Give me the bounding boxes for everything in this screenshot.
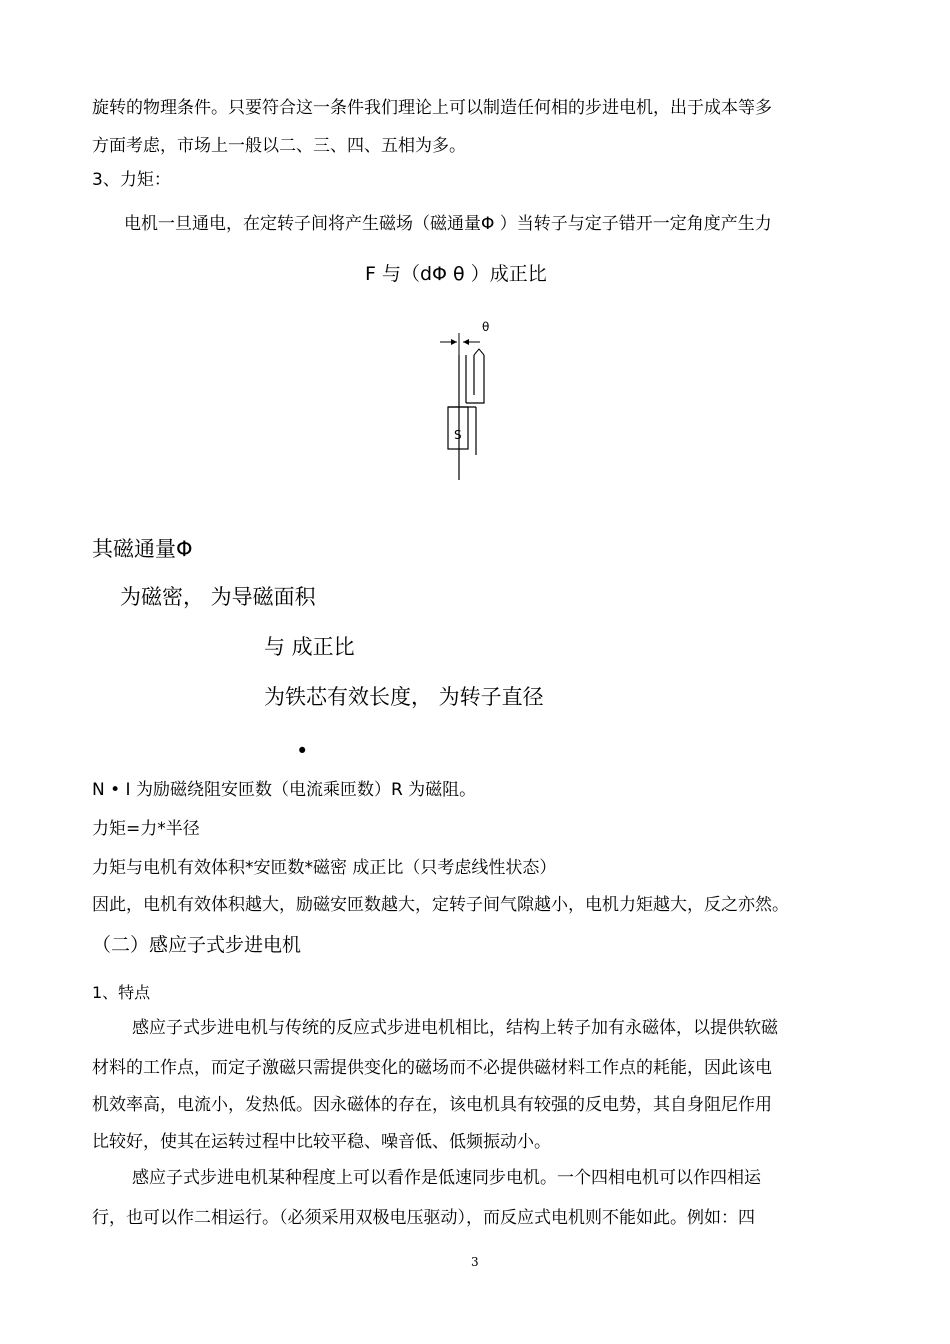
note-ni: N • I 为励磁绕阻安匝数（电流乘匝数）R 为磁阻。 (92, 780, 477, 800)
note-conclusion: 因此，电机有效体积越大，励磁安匝数越大，定转子间气隙越小，电机力矩越大，反之亦然。 (92, 895, 789, 915)
note-torque-prop: 力矩与电机有效体积*安匝数*磁密 成正比（只考虑线性状态） (92, 858, 557, 878)
torque-formula: F 与（dΦ θ ）成正比 (365, 263, 547, 285)
flux-prop-line: 与 成正比 (264, 635, 355, 659)
s-label: S (454, 428, 462, 442)
flux-length-line: 为铁芯有效长度， 为转子直径 (264, 685, 544, 709)
induction-p2-l2: 行，也可以作二相运行。（必须采用双极电压驱动），而反应式电机则不能如此。例如：四 (92, 1208, 755, 1228)
theta-label: θ (482, 320, 490, 334)
flux-dot: • (296, 739, 309, 763)
induction-p1-l4: 比较好，使其在运转过程中比较平稳、噪音低、低频振动小。 (92, 1132, 551, 1152)
section-induction-heading: （二）感应子式步进电机 (92, 934, 302, 956)
induction-p1-l1: 感应子式步进电机与传统的反应式步进电机相比，结构上转子加有永磁体，以提供软磁 (132, 1018, 778, 1038)
induction-p1-l3: 机效率高，电流小，发热低。因永磁体的存在，该电机具有较强的反电势，其自身阻尼作用 (92, 1095, 772, 1115)
stator-rotor-diagram (430, 315, 510, 490)
para1-line2: 方面考虑，市场上一般以二、三、四、五相为多。 (92, 136, 466, 156)
induction-p2-l1: 感应子式步进电机某种程度上可以看作是低速同步电机。一个四相电机可以作四相运 (132, 1168, 761, 1188)
para1-line1: 旋转的物理条件。只要符合这一条件我们理论上可以制造任何相的步进电机，出于成本等多 (92, 98, 772, 118)
note-torque-def: 力矩=力*半径 (92, 819, 200, 839)
induction-p1-l2: 材料的工作点，而定子激磁只需提供变化的磁场而不必提供磁材料工作点的耗能，因此该电 (92, 1058, 772, 1078)
page-number: 3 (471, 1255, 479, 1269)
flux-density-line: 为磁密， 为导磁面积 (120, 585, 316, 609)
section-torque-heading: 3、力矩： (92, 170, 171, 190)
torque-line: 电机一旦通电，在定转子间将产生磁场（磁通量Φ ）当转子与定子错开一定角度产生力 (124, 214, 772, 234)
section-induction-sub: 1、特点 (92, 983, 151, 1002)
flux-title: 其磁通量Φ (92, 537, 193, 561)
